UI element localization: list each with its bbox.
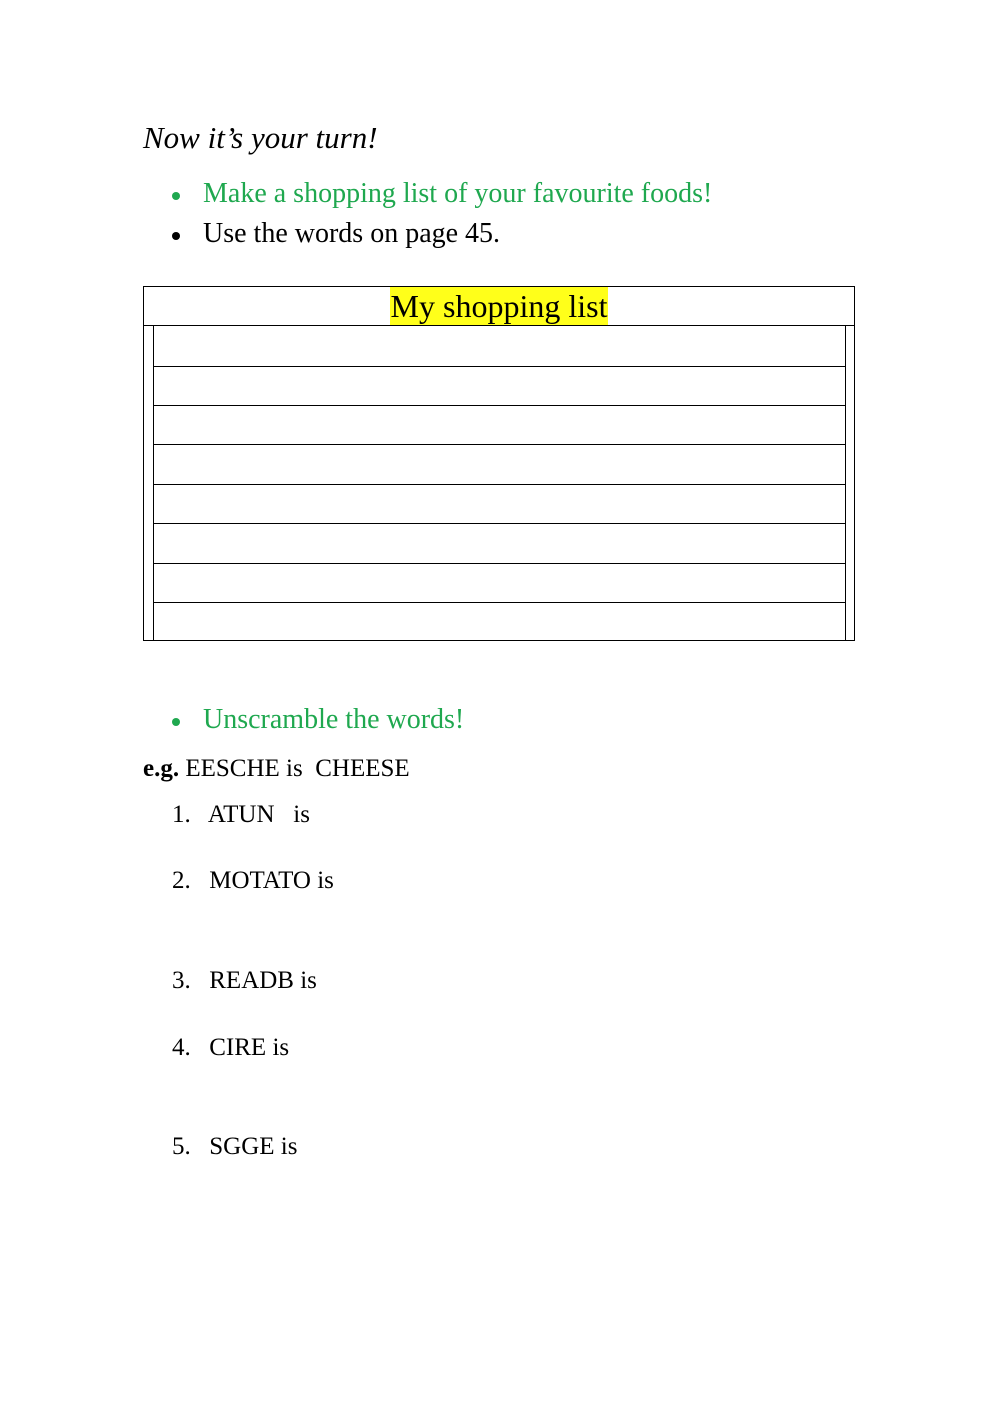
example-text: EESCHE is CHEESE xyxy=(185,755,410,782)
page-heading: Now it’s your turn! xyxy=(143,120,378,155)
item-number: 3. xyxy=(172,967,191,994)
item-text: CIRE is xyxy=(209,1034,290,1061)
item-text: MOTATO is xyxy=(209,867,334,894)
list-line[interactable] xyxy=(154,563,845,564)
unscramble-item xyxy=(172,1032,289,1064)
unscramble-instruction-text: Unscramble the words! xyxy=(203,704,465,735)
item-number: 2. xyxy=(172,867,191,894)
unscramble-item xyxy=(172,1131,297,1163)
list-line[interactable] xyxy=(154,523,845,524)
item-number: 4. xyxy=(172,1034,191,1061)
instruction-text: Use the words on page 45. xyxy=(203,218,501,249)
list-line[interactable] xyxy=(154,444,845,445)
example-label: e.g. xyxy=(143,755,180,782)
shopping-list-header xyxy=(144,287,854,326)
unscramble-item xyxy=(172,965,317,997)
bullet-icon xyxy=(172,718,180,726)
example-line xyxy=(143,753,410,785)
list-line[interactable] xyxy=(154,484,845,485)
shopping-list-table xyxy=(143,286,855,641)
instruction-text: Make a shopping list of your favourite foods! xyxy=(203,178,713,209)
shopping-list-title: My shopping list xyxy=(390,288,608,324)
item-text: ATUN is xyxy=(207,801,310,828)
list-line[interactable] xyxy=(154,602,845,603)
bullet-icon xyxy=(172,232,180,240)
item-text: SGGE is xyxy=(209,1133,298,1160)
list-line[interactable] xyxy=(154,366,845,367)
shopping-list-lines[interactable] xyxy=(153,326,846,641)
item-text: READB is xyxy=(209,967,317,994)
unscramble-item xyxy=(172,865,334,897)
item-number: 1. xyxy=(172,801,191,828)
list-line[interactable] xyxy=(154,405,845,406)
bullet-icon xyxy=(172,192,180,200)
item-number: 5. xyxy=(172,1133,191,1160)
unscramble-item xyxy=(172,799,310,831)
